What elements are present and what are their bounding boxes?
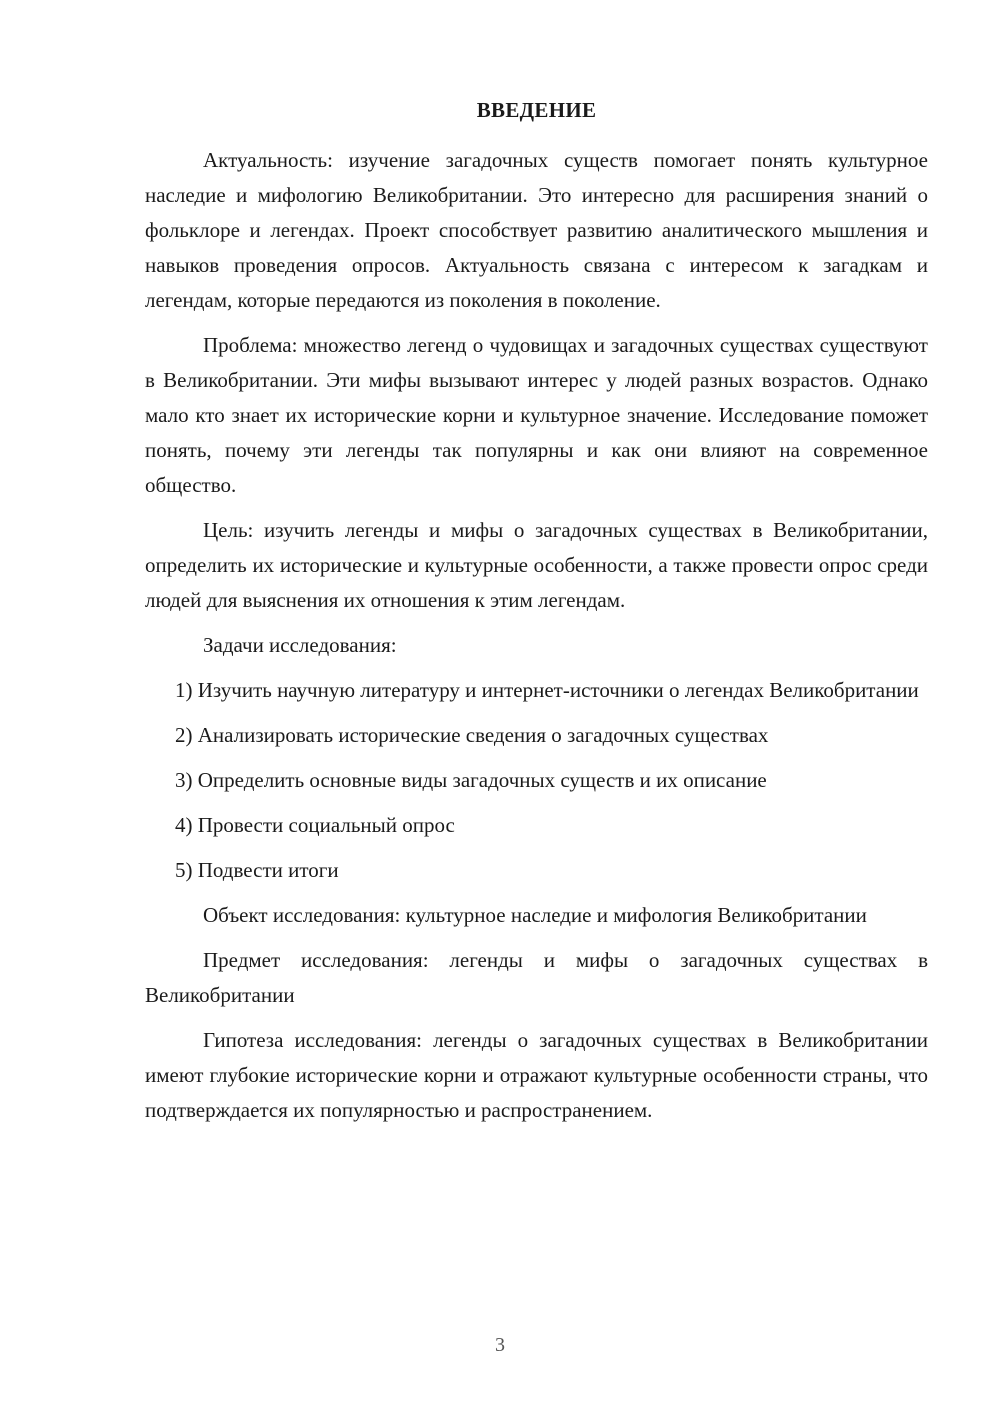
object-paragraph: Объект исследования: культурное наследие и мифология Великобритании [203, 903, 867, 927]
list-item: 1) Изучить научную литературу и интернет-источники о легендах Великобритании [175, 678, 919, 702]
tasks-list [145, 673, 928, 888]
page-number: 3 [495, 1334, 505, 1356]
problem-paragraph: Проблема: множество легенд о чудовищах и загадочных существах существуют в Великобритании. Эти мифы вызывают интерес у людей разных возрастов. Однако мало кто знает их исторические корни и культурное значение. Исследование поможет понять, почему эти легенды так популярны и как они влияют на современное общество. [145, 333, 928, 497]
goal-paragraph: Цель: изучить легенды и мифы о загадочных существах в Великобритании, определить их исторические и культурные особенности, а также провести опрос среди людей для выяснения их отношения к этим легендам. [145, 518, 928, 612]
page-title: ВВЕДЕНИЕ [476, 98, 597, 122]
hypothesis-paragraph: Гипотеза исследования: легенды о загадочных существах в Великобритании имеют глубокие исторические корни и отражают культурные особенности страны, что подтверждается их популярностью и распространением. [145, 1028, 928, 1122]
list-item: 2) Анализировать исторические сведения о загадочных существах [175, 723, 769, 747]
document-page [145, 95, 928, 1138]
subject-paragraph: Предмет исследования: легенды и мифы о загадочных существах в Великобритании [145, 948, 928, 1007]
list-item: 3) Определить основные виды загадочных существ и их описание [175, 768, 767, 792]
list-item: 5) Подвести итоги [175, 858, 339, 882]
relevance-paragraph: Актуальность: изучение загадочных существ помогает понять культурное наследие и мифологию Великобритании. Это интересно для расширения знаний о фольклоре и легендах. Проект способствует развитию аналитического мышления и навыков проведения опросов. Актуальность связана с интересом к загадкам и легендам, которые передаются из поколения в поколение. [145, 148, 928, 312]
tasks-heading: Задачи исследования: [203, 633, 397, 657]
list-item: 4) Провести социальный опрос [175, 813, 455, 837]
